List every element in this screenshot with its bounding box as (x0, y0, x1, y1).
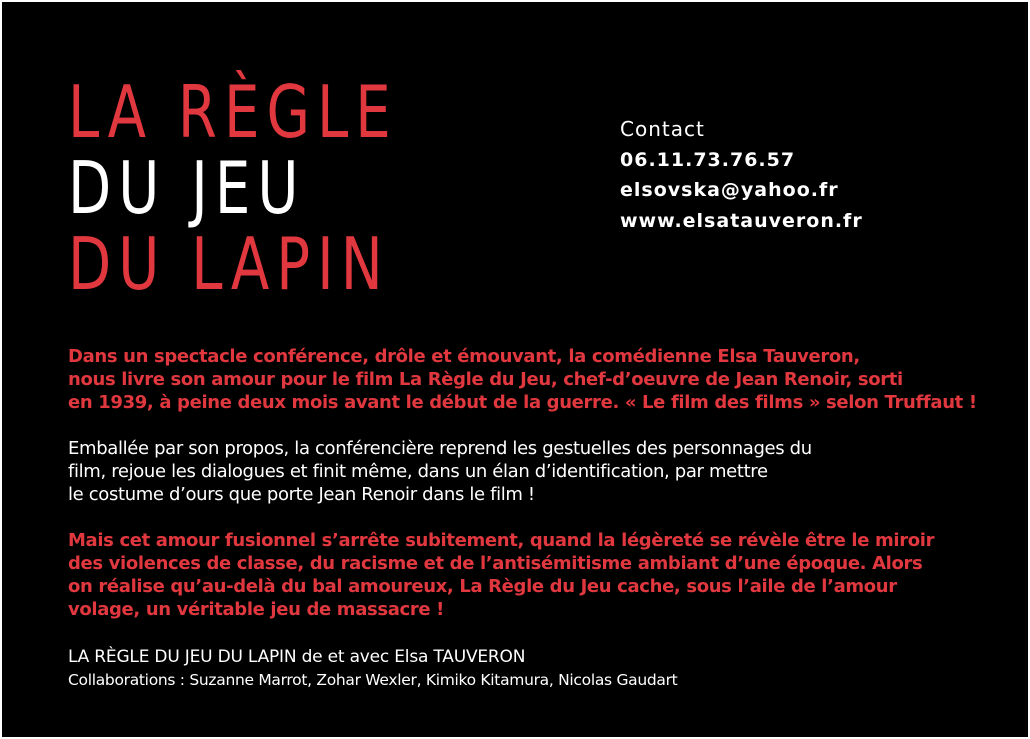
paragraph-line: le costume d’ours que porte Jean Renoir dans le film ! (68, 484, 535, 505)
contact-phone: 06.11.73.76.57 (620, 148, 796, 171)
paragraph-line: Emballée par son propos, la conférencière reprend les gestuelles des personnages du (68, 438, 812, 459)
contact-website: www.elsatauveron.fr (620, 209, 863, 232)
title-line-1: LA RÈGLE (68, 70, 398, 154)
paragraph-line: on réalise qu’au-delà du bal amoureux, La Règle du Jeu cache, sous l’aile de l’amour (68, 576, 897, 597)
paragraph-middle (68, 437, 968, 506)
paragraph-line: nous livre son amour pour le film La Règle du Jeu, chef-d’oeuvre de Jean Renoir, sorti (68, 369, 903, 390)
paragraph-line: film, rejoue les dialogues et finit même, dans un élan d’identification, par mettre (68, 461, 768, 482)
credits (68, 645, 677, 691)
flyer-card (2, 2, 1028, 737)
contact-block (620, 114, 863, 236)
description (68, 345, 977, 644)
credits-collaborations: Collaborations : Suzanne Marrot, Zohar Wexler, Kimiko Kitamura, Nicolas Gaudart (68, 671, 678, 689)
paragraph-intro (68, 345, 977, 414)
paragraph-line: des violences de classe, du racisme et de l’antisémitisme ambiant d’une époque. Alors (68, 553, 923, 574)
title-line-2: DU JEU (68, 146, 306, 230)
paragraph-line: en 1939, à peine deux mois avant le début de la guerre. « Le film des films » selon Truffaut ! (68, 392, 977, 413)
paragraph-closing (68, 529, 968, 621)
paragraph-line: volage, un véritable jeu de massacre ! (68, 599, 445, 620)
credits-main: LA RÈGLE DU JEU DU LAPIN de et avec Elsa TAUVERON (68, 647, 526, 667)
contact-heading: Contact (620, 117, 705, 141)
paragraph-line: Dans un spectacle conférence, drôle et émouvant, la comédienne Elsa Tauveron, (68, 346, 860, 367)
title-line-3: DU LAPIN (68, 222, 390, 306)
show-title (68, 70, 398, 306)
contact-email: elsovska@yahoo.fr (620, 179, 839, 201)
paragraph-line: Mais cet amour fusionnel s’arrête subitement, quand la légèreté se révèle être le miroir (68, 530, 935, 551)
